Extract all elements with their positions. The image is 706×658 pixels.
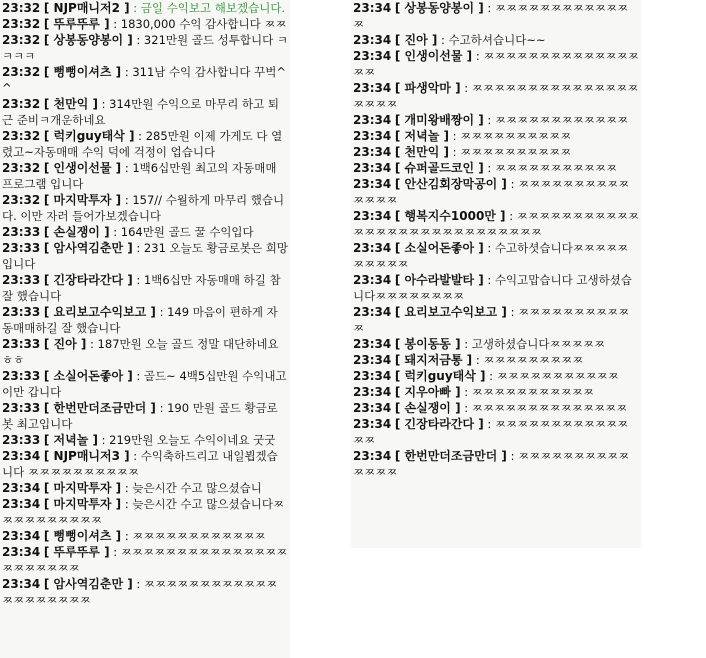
message-time: 23:32 [2,33,41,47]
message-text: : 285만원 이제 가게도 다 열렸고~자동매매 수익 덕에 걱정이 업습니다 [2,129,283,159]
message-time: 23:34 [353,177,392,191]
message-time: 23:33 [2,305,41,319]
chat-message [2,16,288,32]
message-text: : 수익고맙습니다 고생하셨습니다ㅉㅉㅉㅉㅉㅉㅉㅉ [353,273,632,303]
message-nickname: [ 마지막투자 ] [43,497,122,511]
message-text: : ㅉㅉㅉㅉㅉㅉㅉㅉㅉㅉㅉㅉㅉㅉㅉㅉㅉㅉㅉㅉㅉㅉ [2,545,288,575]
chat-message [2,576,288,608]
message-nickname: [ 긴장타라간다 ] [43,273,133,287]
message-text: : 231 오늘도 황금로봇은 희망입니다 [2,241,288,271]
chat-message [353,240,639,272]
chat-message [353,160,639,176]
message-nickname: [ 손실쟁이 ] [43,225,110,239]
message-nickname: [ 파생악마 ] [394,81,461,95]
message-time: 23:34 [353,161,392,175]
chat-message [353,176,639,208]
message-nickname: [ 개미왕배짱이 ] [394,113,484,127]
message-nickname: [ 긴장타라간다 ] [394,417,484,431]
message-time: 23:34 [353,81,392,95]
message-nickname: [ 소실어돈좋아 ] [43,369,133,383]
message-text: : ㅉㅉㅉㅉㅉㅉㅉㅉㅉㅉㅉㅉㅉㅉㅉㅉ [353,49,639,79]
message-nickname: [ NJP매니저3 ] [43,449,130,463]
message-time: 23:33 [2,273,41,287]
message-time: 23:34 [2,545,41,559]
message-time: 23:32 [2,1,41,15]
message-nickname: [ 뻥뻥이셔츠 ] [43,529,122,543]
chat-message [2,0,288,16]
message-text: : ㅉㅉㅉㅉㅉㅉㅉㅉㅉㅉㅉ [353,305,630,335]
message-nickname: [ 봉이동동 ] [394,337,461,351]
chat-log-right [351,0,641,548]
message-text: : ㅉㅉㅉㅉㅉㅉㅉㅉㅉㅉㅉㅉㅉㅉ [353,449,630,479]
message-nickname: [ 한번만더조금만더 ] [394,449,507,463]
message-nickname: [ 천만익 ] [43,97,98,111]
message-nickname: [ 럭키guy태삭 ] [43,129,135,143]
message-text: : 1백6십만 자동매매 하길 참 잘 했습니다 [2,273,281,303]
message-text: : 늦은시간 수고 많으셨습니 [124,481,262,495]
chat-message [353,272,639,304]
chat-message [353,128,639,144]
message-nickname: [ 마지막투자 ] [43,481,122,495]
chat-message [353,368,639,384]
chat-message [2,96,288,128]
message-time: 23:34 [353,417,392,431]
chat-message [353,416,639,448]
message-time: 23:32 [2,129,41,143]
message-time: 23:34 [2,481,41,495]
message-text: : ㅉㅉㅉㅉㅉㅉㅉㅉㅉ [475,353,584,367]
message-time: 23:34 [353,1,392,15]
chat-message [2,544,288,576]
message-text: : 157// 수월하게 마무리 했습니다. 이만 자러 들어가보겠습니다 [2,193,285,223]
message-text: : 고생하셨습니다ㅉㅉㅉㅉㅉ [464,337,606,351]
message-time: 23:33 [2,225,41,239]
message-text: : 321만원 골드 성투합니다 ㅋㅋㅋㅋ [2,33,288,63]
message-nickname: [ 암사역김춘만 ] [43,241,133,255]
chat-message [2,432,288,448]
message-time: 23:34 [2,577,41,591]
message-text: : 187만원 오늘 골드 정말 대단하네요ㅎㅎ [2,337,279,367]
message-nickname: [ 안산김회장막공이 ] [394,177,507,191]
message-nickname: [ 마지막투자 ] [43,193,122,207]
message-time: 23:33 [2,241,41,255]
message-text: : ㅉㅉㅉㅉㅉㅉㅉㅉㅉㅉ [452,129,572,143]
message-time: 23:34 [353,49,392,63]
message-nickname: [ 한번만더조금만더 ] [43,401,156,415]
message-time: 23:34 [353,209,392,223]
message-time: 23:34 [2,449,41,463]
chat-message [353,80,639,112]
message-time: 23:33 [2,337,41,351]
message-nickname: [ 인생이선물 ] [394,49,473,63]
message-nickname: [ 뻥뻥이셔츠 ] [43,65,122,79]
message-nickname: [ 진아 ] [43,337,87,351]
chat-message [353,336,639,352]
message-text: : ㅉㅉㅉㅉㅉㅉㅉㅉㅉㅉㅉㅉㅉㅉㅉㅉㅉㅉㅉㅉㅉㅉㅉㅉㅉㅉㅉㅉ [353,209,639,239]
message-text: : ㅉㅉㅉㅉㅉㅉㅉㅉㅉㅉㅉㅉㅉ [353,1,629,31]
message-text: : 219만원 오늘도 수익이네요 굿굿 [101,433,276,447]
message-time: 23:34 [2,529,41,543]
message-nickname: [ 암사역김춘만 ] [43,577,133,591]
chat-message [2,480,288,496]
message-text: : ㅉㅉㅉㅉㅉㅉㅉㅉㅉㅉㅉㅉㅉㅉ [353,177,630,207]
message-nickname: [ 뚜루뚜루 ] [43,545,110,559]
message-time: 23:34 [353,385,392,399]
message-text: : 늦은시간 수고 많으셨습니다ㅉㅉㅉㅉㅉㅉㅉㅉㅉㅉ [2,497,285,527]
message-time: 23:34 [353,337,392,351]
chat-message [353,48,639,80]
chat-message [2,160,288,192]
message-time: 23:34 [353,113,392,127]
chat-message [2,496,288,528]
message-text: : ㅉㅉㅉㅉㅉㅉㅉㅉㅉㅉㅉ [464,385,594,399]
chat-message [2,272,288,304]
message-text: : ㅉㅉㅉㅉㅉㅉㅉㅉㅉㅉㅉㅉㅉㅉ [464,401,628,415]
message-time: 23:32 [2,17,41,31]
message-nickname: [ NJP매니저2 ] [43,1,130,15]
message-text: : 수고하셧습니다ㅉㅉㅉㅉㅉㅉㅉㅉㅉㅉ [353,241,629,271]
message-text: : 314만원 수익으로 마무리 하고 퇴근 준비ㅋ개운하네요 [2,97,280,127]
message-text: : ㅉㅉㅉㅉㅉㅉㅉㅉㅉㅉㅉㅉㅉㅉㅉㅉㅉㅉㅉ [353,81,639,111]
message-time: 23:33 [2,369,41,383]
chat-message [2,400,288,432]
message-text: : 금일 수익보고 해보겠습니다. [133,1,286,15]
message-time: 23:34 [353,369,392,383]
message-nickname: [ 상봉동양봉이 ] [43,33,133,47]
message-nickname: [ 슈퍼골드코인 ] [394,161,484,175]
message-nickname: [ 돼지저금통 ] [394,353,473,367]
chat-message [2,224,288,240]
message-text: : 164만원 골드 꿀 수익입다 [113,225,254,239]
message-nickname: [ 소실어돈좋아 ] [394,241,484,255]
message-text: : 수익축하드리고 내일뵙겠습니다 ㅉㅉㅉㅉㅉㅉㅉㅉㅉㅉ [2,449,278,479]
message-text: : 190 만원 골드 황금로봇 최고입니다 [2,401,278,431]
message-time: 23:32 [2,161,41,175]
message-time: 23:34 [353,449,392,463]
message-nickname: [ 손실쟁이 ] [394,401,461,415]
message-time: 23:33 [2,433,41,447]
message-text: : ㅉㅉㅉㅉㅉㅉㅉㅉㅉㅉㅉㅉ [124,529,266,543]
message-text: : 311남 수익 감사합니다 꾸벅^^ [2,65,286,95]
message-time: 23:34 [353,305,392,319]
message-nickname: [ 진아 ] [394,33,438,47]
message-time: 23:34 [353,273,392,287]
message-time: 23:34 [353,129,392,143]
chat-message [2,32,288,64]
message-time: 23:34 [353,145,392,159]
message-time: 23:32 [2,65,41,79]
message-text: : 수고하셔습니다~~ [441,33,546,47]
message-nickname: [ 행복지수1000만 ] [394,209,506,223]
message-time: 23:34 [2,497,41,511]
message-text: : ㅉㅉㅉㅉㅉㅉㅉㅉㅉㅉㅉㅉㅉㅉ [353,417,629,447]
message-nickname: [ 아수라발발타 ] [394,273,484,287]
chat-message [2,64,288,96]
message-nickname: [ 뚜루뚜루 ] [43,17,110,31]
chat-message [2,304,288,336]
message-text: : ㅉㅉㅉㅉㅉㅉㅉㅉㅉㅉㅉ [487,161,618,175]
message-nickname: [ 상봉동양봉이 ] [394,1,484,15]
chat-message [353,448,639,480]
message-text: : ㅉㅉㅉㅉㅉㅉㅉㅉㅉㅉ [452,145,572,159]
message-time: 23:32 [2,193,41,207]
chat-message [2,128,288,160]
message-time: 23:34 [353,353,392,367]
message-nickname: [ 천만익 ] [394,145,449,159]
message-nickname: [ 럭키guy태삭 ] [394,369,486,383]
chat-message [2,240,288,272]
chat-message [2,336,288,368]
chat-message [353,0,639,32]
message-nickname: [ 인생이선물 ] [43,161,122,175]
message-nickname: [ 요리보고수익보고 ] [394,305,507,319]
message-time: 23:34 [353,241,392,255]
chat-log-left [0,0,290,658]
message-time: 23:33 [2,401,41,415]
message-time: 23:32 [2,97,41,111]
message-nickname: [ 요리보고수익보고 ] [43,305,156,319]
message-text: : 1830,000 수익 감사합니다 ㅉㅉ [113,17,287,31]
message-text: : ㅉㅉㅉㅉㅉㅉㅉㅉㅉㅉㅉㅉ [487,113,629,127]
chat-message [353,352,639,368]
message-text: : ㅉㅉㅉㅉㅉㅉㅉㅉㅉㅉㅉㅉㅉㅉㅉㅉㅉㅉㅉㅉ [2,577,278,607]
message-text: : 1백6십만원 최고의 자동매매 프로그램 입니다 [2,161,277,191]
chat-message [353,304,639,336]
message-text: : 골드~ 4백5십만원 수익내고 이만 갑니다 [2,369,287,399]
chat-message [353,32,639,48]
chat-message [353,384,639,400]
chat-message [2,192,288,224]
message-nickname: [ 지우아빠 ] [394,385,461,399]
message-text: : 149 마음이 편하게 자동매매하길 잘 했습니다 [2,305,278,335]
chat-message [353,144,639,160]
message-time: 23:34 [353,401,392,415]
chat-message [353,208,639,240]
chat-message [2,368,288,400]
message-nickname: [ 저녁놀 ] [394,129,449,143]
chat-message [2,448,288,480]
chat-message [353,112,639,128]
message-time: 23:34 [353,33,392,47]
message-text: : ㅉㅉㅉㅉㅉㅉㅉㅉㅉㅉㅉ [489,369,619,383]
chat-message [353,400,639,416]
chat-message [2,528,288,544]
message-nickname: [ 저녁놀 ] [43,433,98,447]
